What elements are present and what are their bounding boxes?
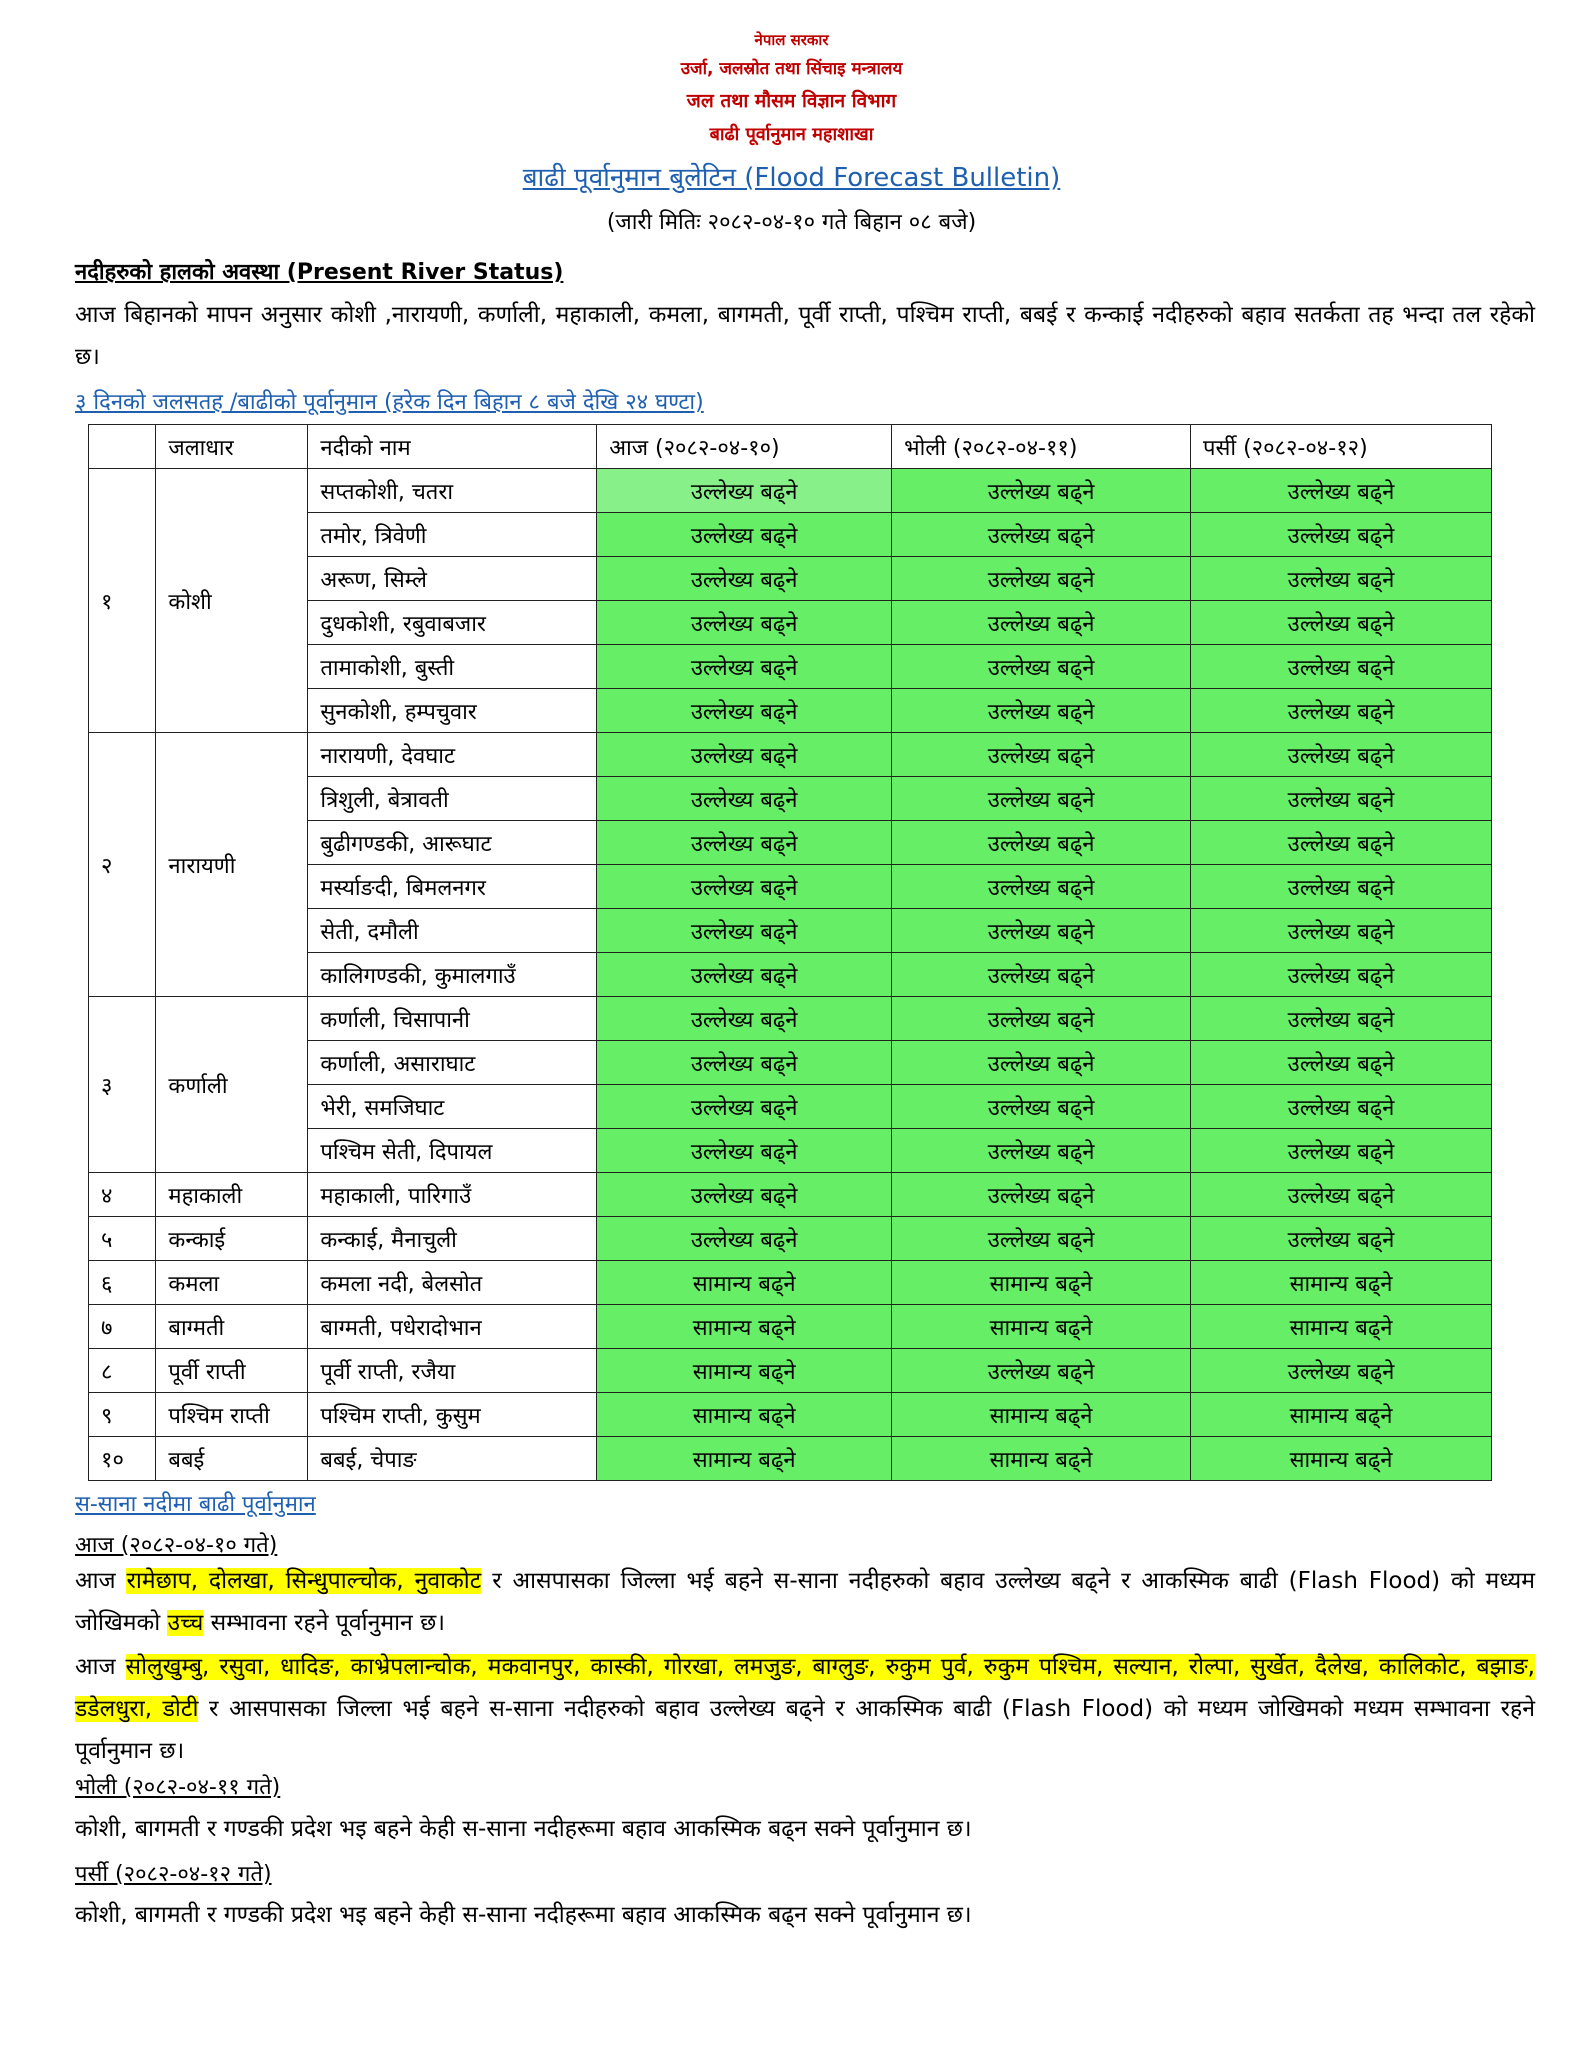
forecast-title: ३ दिनको जलसतह /बाढीको पूर्वानुमान (हरेक दिन बिहान ८ बजे देखि २४ घण्टा) bbox=[75, 390, 704, 415]
forecast-today: उल्लेख्य बढ्ने bbox=[597, 865, 892, 909]
forecast-today: उल्लेख्य बढ्ने bbox=[597, 1129, 892, 1173]
forecast-dayafter: उल्लेख्य बढ्ने bbox=[1191, 689, 1492, 733]
forecast-dayafter: उल्लेख्य बढ्ने bbox=[1191, 733, 1492, 777]
header-ministry: उर्जा, जलस्रोत तथा सिंचाइ मन्त्रालय bbox=[680, 59, 903, 79]
river-station: कर्णाली, चिसापानी bbox=[308, 997, 597, 1041]
forecast-tomorrow: उल्लेख्य बढ्ने bbox=[892, 645, 1191, 689]
forecast-dayafter: उल्लेख्य बढ्ने bbox=[1191, 1217, 1492, 1261]
forecast-tomorrow: उल्लेख्य बढ्ने bbox=[892, 689, 1191, 733]
forecast-tomorrow: उल्लेख्य बढ्ने bbox=[892, 909, 1191, 953]
forecast-table-body bbox=[89, 469, 1492, 1481]
dayafter-heading: पर्सी (२०८२-०४-१२ गते) bbox=[75, 1862, 272, 1887]
p2-pre: आज bbox=[75, 1654, 126, 1680]
forecast-dayafter: उल्लेख्य बढ्ने bbox=[1191, 645, 1492, 689]
basin-number: ५ bbox=[89, 1217, 156, 1261]
dayafter-text: कोशी, बागमती र गण्डकी प्रदेश भइ बहने केही स-साना नदीहरूमा बहाव आकस्मिक बढ्न सक्ने पूर्वानुमान छ। bbox=[75, 1902, 972, 1928]
basin-name: कर्णाली bbox=[156, 997, 308, 1173]
forecast-tomorrow: सामान्य बढ्ने bbox=[892, 1305, 1191, 1349]
forecast-today: उल्लेख्य बढ्ने bbox=[597, 1085, 892, 1129]
basin-name: कोशी bbox=[156, 469, 308, 733]
river-station: सेती, दमौली bbox=[308, 909, 597, 953]
forecast-dayafter: उल्लेख्य बढ्ने bbox=[1191, 865, 1492, 909]
river-station: बुढीगण्डकी, आरूघाट bbox=[308, 821, 597, 865]
basin-name: पश्चिम राप्ती bbox=[156, 1393, 308, 1437]
river-station: बबई, चेपाङ bbox=[308, 1437, 597, 1481]
table-header-row bbox=[89, 425, 1492, 469]
header-department: जल तथा मौसम विज्ञान विभाग bbox=[686, 90, 897, 112]
forecast-dayafter: उल्लेख्य बढ्ने bbox=[1191, 557, 1492, 601]
basin-name: कन्काई bbox=[156, 1217, 308, 1261]
forecast-today: सामान्य बढ्ने bbox=[597, 1393, 892, 1437]
forecast-dayafter: उल्लेख्य बढ्ने bbox=[1191, 821, 1492, 865]
forecast-today: उल्लेख्य बढ्ने bbox=[597, 645, 892, 689]
p1-mid: र आसपासका जिल्ला भई बहने स-साना नदीहरुको बहाव उल्लेख्य बढ्ने र आकस्मिक बाढी (Flash Flood) को मध्यम जोखिमको bbox=[75, 1568, 1536, 1636]
forecast-dayafter: उल्लेख्य बढ्ने bbox=[1191, 1041, 1492, 1085]
col-header-river: नदीको नाम bbox=[308, 425, 597, 469]
forecast-today: उल्लेख्य बढ्ने bbox=[597, 953, 892, 997]
forecast-dayafter: सामान्य बढ्ने bbox=[1191, 1437, 1492, 1481]
basin-name: कमला bbox=[156, 1261, 308, 1305]
forecast-today: सामान्य बढ्ने bbox=[597, 1305, 892, 1349]
forecast-tomorrow: सामान्य बढ्ने bbox=[892, 1261, 1191, 1305]
col-header-today: आज (२०८२-०४-१०) bbox=[597, 425, 892, 469]
p1-highlight-level: उच्च bbox=[167, 1610, 204, 1636]
forecast-dayafter: उल्लेख्य बढ्ने bbox=[1191, 909, 1492, 953]
river-station: मर्स्याङदी, बिमलनगर bbox=[308, 865, 597, 909]
basin-name: महाकाली bbox=[156, 1173, 308, 1217]
col-header-num bbox=[89, 425, 156, 469]
forecast-tomorrow: उल्लेख्य बढ्ने bbox=[892, 821, 1191, 865]
basin-number: ९ bbox=[89, 1393, 156, 1437]
present-status-title: नदीहरुको हालको अवस्था (Present River Status) bbox=[75, 260, 564, 285]
tomorrow-heading: भोली (२०८२-०४-११ गते) bbox=[75, 1775, 281, 1800]
table-row bbox=[89, 1305, 1492, 1349]
table-row bbox=[89, 1393, 1492, 1437]
river-station: पश्चिम सेती, दिपायल bbox=[308, 1129, 597, 1173]
table-row bbox=[89, 1261, 1492, 1305]
forecast-today: उल्लेख्य बढ्ने bbox=[597, 997, 892, 1041]
forecast-today: उल्लेख्य बढ्ने bbox=[597, 909, 892, 953]
table-row bbox=[89, 469, 1492, 513]
basin-name: नारायणी bbox=[156, 733, 308, 997]
basin-number: ३ bbox=[89, 997, 156, 1173]
forecast-today: उल्लेख्य बढ्ने bbox=[597, 557, 892, 601]
basin-number: १ bbox=[89, 469, 156, 733]
issue-date: (जारी मितिः २०८२-०४-१० गते बिहान ०८ बजे) bbox=[606, 210, 977, 235]
basin-number: १० bbox=[89, 1437, 156, 1481]
forecast-dayafter: उल्लेख्य बढ्ने bbox=[1191, 1349, 1492, 1393]
forecast-dayafter: उल्लेख्य बढ्ने bbox=[1191, 953, 1492, 997]
p1-highlight-districts: रामेछाप, दोलखा, सिन्धुपाल्चोक, नुवाकोट bbox=[126, 1568, 482, 1594]
forecast-tomorrow: उल्लेख्य बढ्ने bbox=[892, 557, 1191, 601]
basin-name: बबई bbox=[156, 1437, 308, 1481]
col-header-basin: जलाधार bbox=[156, 425, 308, 469]
forecast-tomorrow: उल्लेख्य बढ्ने bbox=[892, 1217, 1191, 1261]
basin-number: २ bbox=[89, 733, 156, 997]
forecast-dayafter: उल्लेख्य बढ्ने bbox=[1191, 513, 1492, 557]
river-station: अरूण, सिम्ले bbox=[308, 557, 597, 601]
forecast-today: उल्लेख्य बढ्ने bbox=[597, 689, 892, 733]
river-station: नारायणी, देवघाट bbox=[308, 733, 597, 777]
small-rivers-title: स-साना नदीमा बाढी पूर्वानुमान bbox=[75, 1492, 316, 1517]
forecast-today: सामान्य बढ्ने bbox=[597, 1437, 892, 1481]
today-heading: आज (२०८२-०४-१० गते) bbox=[75, 1533, 278, 1558]
river-station: कमला नदी, बेलसोत bbox=[308, 1261, 597, 1305]
forecast-tomorrow: उल्लेख्य बढ्ने bbox=[892, 1085, 1191, 1129]
river-station: बाग्मती, पधेरादोभान bbox=[308, 1305, 597, 1349]
basin-number: ८ bbox=[89, 1349, 156, 1393]
forecast-dayafter: सामान्य बढ्ने bbox=[1191, 1305, 1492, 1349]
p1-pre: आज bbox=[75, 1568, 127, 1594]
forecast-today: उल्लेख्य बढ्ने bbox=[597, 513, 892, 557]
forecast-tomorrow: उल्लेख्य बढ्ने bbox=[892, 1349, 1191, 1393]
river-station: तमोर, त्रिवेणी bbox=[308, 513, 597, 557]
today-paragraph-1 bbox=[75, 1560, 1535, 1644]
present-status-text: आज बिहानको मापन अनुसार कोशी ,नारायणी, कर्णाली, महाकाली, कमला, बागमती, पूर्वी राप्ती, पश्चिम राप्ती, बबई र कन्काई नदीहरुको बहाव सतर्कता तह भन्दा तल रहेको छ। bbox=[75, 302, 1535, 370]
forecast-tomorrow: उल्लेख्य बढ्ने bbox=[892, 733, 1191, 777]
header-government: नेपाल सरकार bbox=[754, 31, 829, 49]
forecast-dayafter: उल्लेख्य बढ्ने bbox=[1191, 1085, 1492, 1129]
table-row bbox=[89, 1437, 1492, 1481]
table-row bbox=[89, 1173, 1492, 1217]
forecast-today: उल्लेख्य बढ्ने bbox=[597, 1041, 892, 1085]
col-header-dayafter: पर्सी (२०८२-०४-१२) bbox=[1191, 425, 1492, 469]
river-station: भेरी, समजिघाट bbox=[308, 1085, 597, 1129]
table-row bbox=[89, 997, 1492, 1041]
table-row bbox=[89, 1349, 1492, 1393]
river-station: पश्चिम राप्ती, कुसुम bbox=[308, 1393, 597, 1437]
forecast-dayafter: उल्लेख्य बढ्ने bbox=[1191, 1129, 1492, 1173]
forecast-tomorrow: उल्लेख्य बढ्ने bbox=[892, 1041, 1191, 1085]
today-paragraph-2 bbox=[75, 1646, 1535, 1772]
forecast-tomorrow: सामान्य बढ्ने bbox=[892, 1393, 1191, 1437]
forecast-dayafter: उल्लेख्य बढ्ने bbox=[1191, 1173, 1492, 1217]
river-station: सप्तकोशी, चतरा bbox=[308, 469, 597, 513]
river-station: कालिगण्डकी, कुमालगाउँ bbox=[308, 953, 597, 997]
forecast-tomorrow: उल्लेख्य बढ्ने bbox=[892, 997, 1191, 1041]
basin-number: ७ bbox=[89, 1305, 156, 1349]
forecast-dayafter: सामान्य बढ्ने bbox=[1191, 1393, 1492, 1437]
table-row bbox=[89, 1217, 1492, 1261]
forecast-today: उल्लेख्य बढ्ने bbox=[597, 821, 892, 865]
forecast-today: उल्लेख्य बढ्ने bbox=[597, 1173, 892, 1217]
forecast-today: सामान्य बढ्ने bbox=[597, 1349, 892, 1393]
forecast-dayafter: सामान्य बढ्ने bbox=[1191, 1261, 1492, 1305]
p1-post: सम्भावना रहने पूर्वानुमान छ। bbox=[203, 1610, 445, 1636]
forecast-today: उल्लेख्य बढ्ने bbox=[597, 733, 892, 777]
basin-name: पूर्वी राप्ती bbox=[156, 1349, 308, 1393]
river-station: तामाकोशी, बुस्ती bbox=[308, 645, 597, 689]
forecast-today: सामान्य बढ्ने bbox=[597, 1261, 892, 1305]
forecast-today: उल्लेख्य बढ्ने bbox=[597, 777, 892, 821]
river-station: दुधकोशी, रबुवाबजार bbox=[308, 601, 597, 645]
forecast-tomorrow: सामान्य बढ्ने bbox=[892, 1437, 1191, 1481]
forecast-table bbox=[88, 424, 1492, 1481]
forecast-tomorrow: उल्लेख्य बढ्ने bbox=[892, 1173, 1191, 1217]
river-station: पूर्वी राप्ती, रजैया bbox=[308, 1349, 597, 1393]
forecast-tomorrow: उल्लेख्य बढ्ने bbox=[892, 953, 1191, 997]
forecast-dayafter: उल्लेख्य बढ्ने bbox=[1191, 997, 1492, 1041]
forecast-tomorrow: उल्लेख्य बढ्ने bbox=[892, 513, 1191, 557]
col-header-tomorrow: भोली (२०८२-०४-११) bbox=[892, 425, 1191, 469]
forecast-today: उल्लेख्य बढ्ने bbox=[597, 469, 892, 513]
bulletin-title: बाढी पूर्वानुमान बुलेटिन (Flood Forecast Bulletin) bbox=[522, 163, 1061, 193]
tomorrow-text: कोशी, बागमती र गण्डकी प्रदेश भइ बहने केही स-साना नदीहरूमा बहाव आकस्मिक बढ्न सक्ने पूर्वानुमान छ। bbox=[75, 1816, 972, 1842]
forecast-tomorrow: उल्लेख्य बढ्ने bbox=[892, 865, 1191, 909]
river-station: कन्काई, मैनाचुली bbox=[308, 1217, 597, 1261]
river-station: महाकाली, पारिगाउँ bbox=[308, 1173, 597, 1217]
forecast-dayafter: उल्लेख्य बढ्ने bbox=[1191, 777, 1492, 821]
river-station: कर्णाली, असाराघाट bbox=[308, 1041, 597, 1085]
basin-number: ६ bbox=[89, 1261, 156, 1305]
forecast-dayafter: उल्लेख्य बढ्ने bbox=[1191, 601, 1492, 645]
p2-post: र आसपासका जिल्ला भई बहने स-साना नदीहरुको बहाव उल्लेख्य बढ्ने र आकस्मिक बाढी (Flash Flood) को मध्यम जोखिमको मध्यम सम्भावना रहने पूर्वानुमान छ। bbox=[75, 1696, 1535, 1764]
forecast-dayafter: उल्लेख्य बढ्ने bbox=[1191, 469, 1492, 513]
p2-highlight-districts: सोलुखुम्बु, रसुवा, धादिङ, काभ्रेपलान्चोक, मकवानपुर, कास्की, गोरखा, लमजुङ, बाग्लुङ, रुकुम पुर्व, रुकुम पश्चिम, सल्यान, रोल्पा, सुर्खेत, दैलेख, कालिकोट, बझाङ, डडेलधुरा, डोटी bbox=[75, 1654, 1535, 1722]
forecast-tomorrow: उल्लेख्य बढ्ने bbox=[892, 469, 1191, 513]
forecast-tomorrow: उल्लेख्य बढ्ने bbox=[892, 777, 1191, 821]
table-row bbox=[89, 733, 1492, 777]
header-division: बाढी पूर्वानुमान महाशाखा bbox=[709, 124, 874, 145]
forecast-tomorrow: उल्लेख्य बढ्ने bbox=[892, 1129, 1191, 1173]
basin-name: बाग्मती bbox=[156, 1305, 308, 1349]
forecast-today: उल्लेख्य बढ्ने bbox=[597, 601, 892, 645]
basin-number: ४ bbox=[89, 1173, 156, 1217]
forecast-tomorrow: उल्लेख्य बढ्ने bbox=[892, 601, 1191, 645]
river-station: सुनकोशी, हम्पचुवार bbox=[308, 689, 597, 733]
forecast-today: उल्लेख्य बढ्ने bbox=[597, 1217, 892, 1261]
river-station: त्रिशुली, बेत्रावती bbox=[308, 777, 597, 821]
